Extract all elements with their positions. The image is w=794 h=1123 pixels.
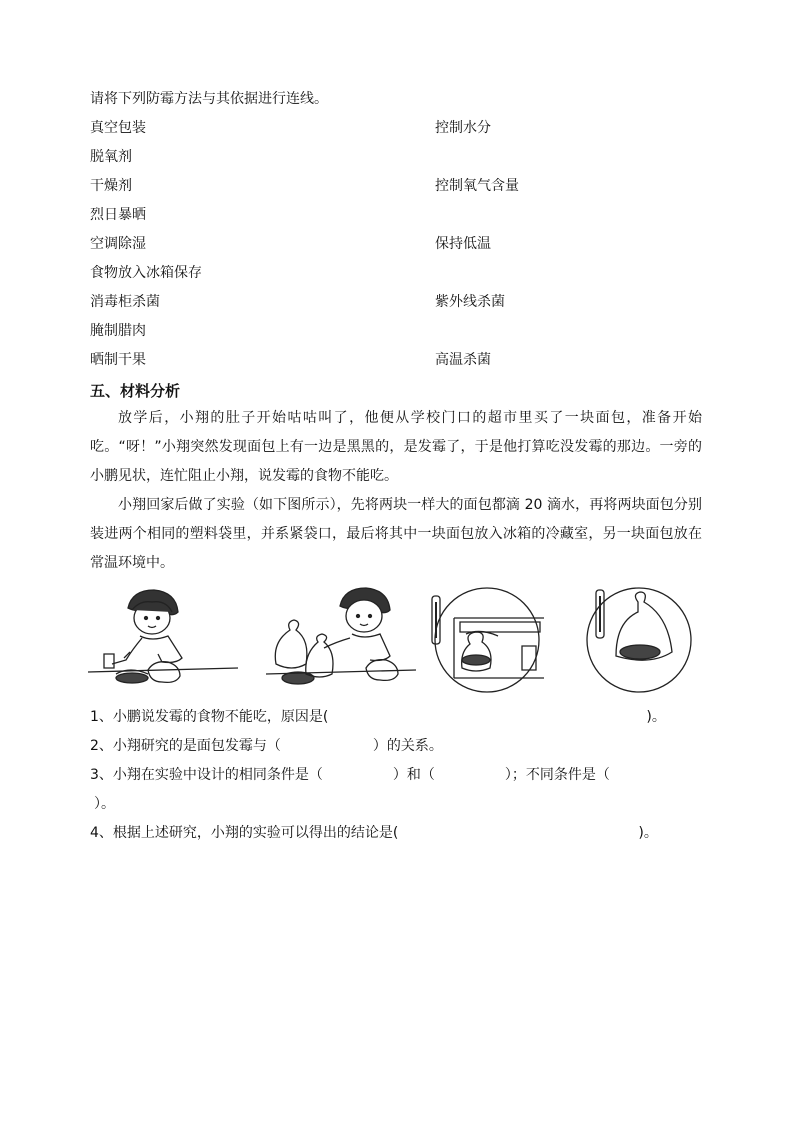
question-3-continuation bbox=[90, 793, 115, 813]
method-item: 脱氧剂 bbox=[90, 149, 132, 165]
fridge-bread-figure bbox=[422, 586, 552, 694]
question-3-mid-1: ）和（ bbox=[392, 767, 435, 783]
method-item: 烈日暴晒 bbox=[90, 207, 146, 223]
question-3 bbox=[90, 764, 610, 784]
question-2-prefix: 2、小翔研究的是面包发霉与（ bbox=[90, 738, 281, 754]
room-temperature-bread-figure bbox=[574, 586, 704, 694]
principle-item: 紫外线杀菌 bbox=[435, 294, 505, 310]
question-2-suffix: ）的关系。 bbox=[372, 738, 443, 754]
method-item: 腌制腊肉 bbox=[90, 323, 146, 339]
principle-item: 高温杀菌 bbox=[435, 352, 491, 368]
method-item: 消毒柜杀菌 bbox=[90, 294, 160, 310]
question-2 bbox=[90, 735, 443, 755]
principle-item: 保持低温 bbox=[435, 236, 491, 252]
experiment-paragraph: 小翔回家后做了实验（如下图所示），先将两块一样大的面包都滴 20 滴水，再将两块面包分别装进两个相同的塑料袋里，并系紧袋口，最后将其中一块面包放入冰箱的冷藏室，另一块面包放在常温环境中。 bbox=[90, 497, 702, 571]
question-4-prefix: 4、根据上述研究，小翔的实验可以得出的结论是( bbox=[90, 825, 399, 841]
method-item: 食物放入冰箱保存 bbox=[90, 265, 202, 281]
question-4-suffix: )。 bbox=[638, 825, 658, 841]
experiment-illustrations bbox=[88, 586, 708, 694]
matching-instruction: 请将下列防霉方法与其依据进行连线。 bbox=[90, 91, 328, 107]
section-title: 五、材料分析 bbox=[90, 382, 181, 400]
principle-item: 控制水分 bbox=[435, 120, 491, 136]
method-item: 真空包装 bbox=[90, 120, 146, 136]
story-paragraph: 放学后，小翔的肚子开始咕咕叫了，他便从学校门口的超市里买了一块面包，准备开始吃。“呀！”小翔突然发现面包上有一边是黑黑的，是发霉了，于是他打算吃没发霉的那边。一旁的小鹏见状，连忙阻止小翔，说发霉的食物不能吃。 bbox=[90, 410, 702, 484]
question-4 bbox=[90, 822, 658, 842]
method-item: 空调除湿 bbox=[90, 236, 146, 252]
boy-bagging-bread-figure bbox=[266, 586, 416, 694]
question-1 bbox=[90, 706, 666, 726]
question-3-suffix: ）。 bbox=[94, 796, 115, 812]
method-item: 晒制干果 bbox=[90, 352, 146, 368]
principle-item: 控制氧气含量 bbox=[435, 178, 519, 194]
question-3-mid-2: ）；不同条件是（ bbox=[504, 767, 610, 783]
boy-dripping-water-figure bbox=[88, 586, 238, 694]
question-3-prefix: 3、小翔在实验中设计的相同条件是（ bbox=[90, 767, 323, 783]
question-1-prefix: 1、小鹏说发霉的食物不能吃，原因是( bbox=[90, 709, 329, 725]
question-1-suffix: )。 bbox=[646, 709, 666, 725]
method-item: 干燥剂 bbox=[90, 178, 132, 194]
